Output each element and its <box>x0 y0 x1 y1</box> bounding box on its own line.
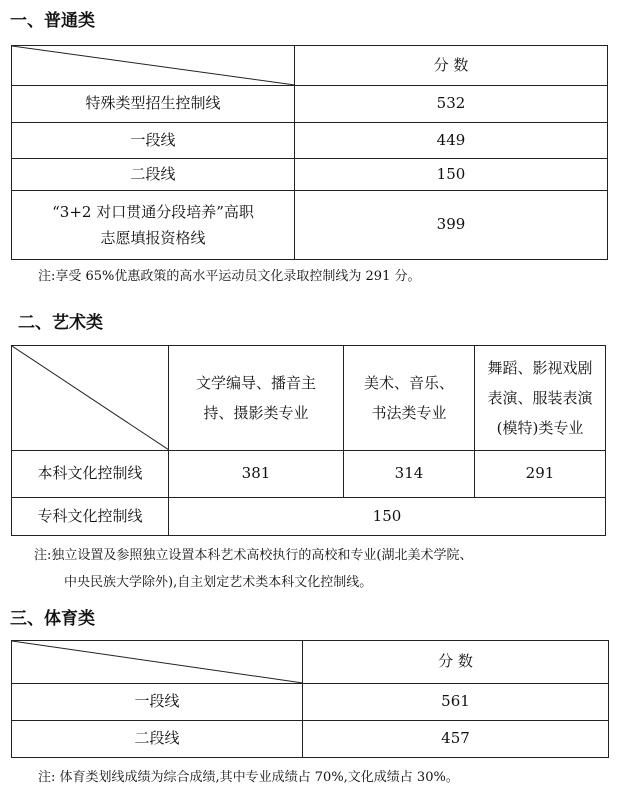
column-header-line: 持、摄影类专业 <box>203 404 309 422</box>
column-header-line: 美术、音乐、 <box>363 374 454 392</box>
row-label: 二段线 <box>12 159 295 191</box>
table-header-row <box>12 641 609 684</box>
table-row <box>12 159 608 191</box>
column-header <box>169 346 344 451</box>
column-header-line: (模特)类专业 <box>496 419 584 437</box>
row-score: 291 <box>475 451 606 498</box>
row-label: 二段线 <box>12 721 303 758</box>
row-score: 449 <box>295 123 608 159</box>
row-score: 150 <box>169 498 606 536</box>
row-label: 专科文化控制线 <box>12 498 169 536</box>
row-score: 532 <box>295 86 608 123</box>
score-header: 分 数 <box>295 46 608 86</box>
table-row <box>12 451 606 498</box>
row-label: 特殊类型招生控制线 <box>12 86 295 123</box>
table-row <box>12 191 608 260</box>
art-score-table <box>11 345 606 536</box>
row-score: 381 <box>169 451 344 498</box>
table-row <box>12 721 609 758</box>
sports-note: 注: 体育类划线成绩为综合成绩,其中专业成绩占 70%,文化成绩占 30%。 <box>38 770 459 785</box>
section-heading-general: 一、普通类 <box>10 11 95 31</box>
diagonal-header-cell <box>12 641 303 684</box>
row-score: 314 <box>344 451 475 498</box>
column-header <box>344 346 475 451</box>
column-header-line: 文学编导、播音主 <box>195 374 316 392</box>
diagonal-header-cell <box>12 346 169 451</box>
column-header-line: 舞蹈、影视戏剧 <box>487 359 593 377</box>
row-label: 本科文化控制线 <box>12 451 169 498</box>
table-row <box>12 498 606 536</box>
row-score: 561 <box>303 684 609 721</box>
column-header-line: 书法类专业 <box>371 404 447 422</box>
table-row <box>12 684 609 721</box>
table-header-row <box>12 346 606 451</box>
score-header: 分 数 <box>303 641 609 684</box>
table-row <box>12 123 608 159</box>
row-score: 399 <box>295 191 608 260</box>
row-label-line: “3+2 对口贯通分段培养”高职 <box>52 203 254 221</box>
section-heading-sports: 三、体育类 <box>10 609 95 629</box>
diagonal-header-cell <box>12 46 295 86</box>
general-score-table <box>11 45 608 260</box>
column-header-line: 表演、服装表演 <box>487 389 593 407</box>
sports-score-table <box>11 640 609 758</box>
table-header-row <box>12 46 608 86</box>
art-note-line: 中央民族大学除外),自主划定艺术类本科文化控制线。 <box>64 575 373 590</box>
row-score: 150 <box>295 159 608 191</box>
art-note-line: 注:独立设置及参照独立设置本科艺术高校执行的高校和专业(湖北美术学院、 <box>34 548 473 563</box>
row-score: 457 <box>303 721 609 758</box>
row-label <box>12 191 295 260</box>
general-note: 注:享受 65%优惠政策的高水平运动员文化录取控制线为 291 分。 <box>38 269 421 284</box>
row-label: 一段线 <box>12 123 295 159</box>
section-heading-art: 二、艺术类 <box>18 313 103 333</box>
column-header <box>475 346 606 451</box>
row-label-line: 志愿填报资格线 <box>100 229 206 247</box>
row-label: 一段线 <box>12 684 303 721</box>
table-row <box>12 86 608 123</box>
